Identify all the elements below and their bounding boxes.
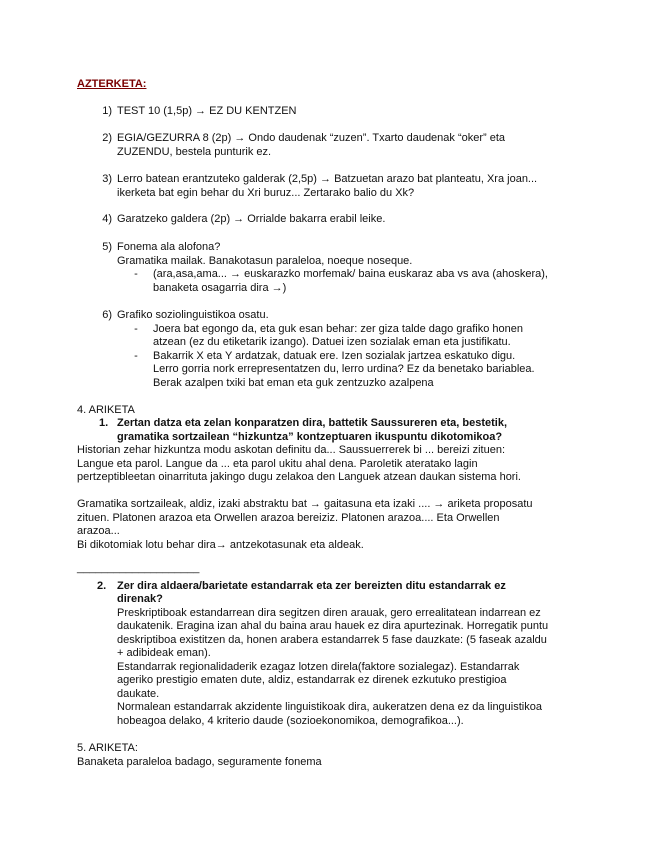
question-2-number: 2. <box>97 580 107 592</box>
answer-1-para-3-line-1: Bi dikotomiak lotu behar dira→ antzekotasunak eta aldeak. <box>77 539 364 551</box>
item-4-line-1: Garatzeko galdera (2p) → Orrialde bakarra erabil leike. <box>117 213 386 225</box>
doc-title: AZTERKETA: <box>77 78 147 90</box>
item-5-sub-1-line-2: banaketa osagarria dira →) <box>153 282 287 294</box>
answer-2-para-1-line-1: Preskriptiboak estandarrean dira segitzen diren arauak, gero errealitatean indarrean ez <box>117 607 541 619</box>
answer-1-para-2-line-1: Gramatika sortzaileak, aldiz, izaki abstraktu bat → gaitasuna eta izaki .... → ariketa proposatu <box>77 498 533 510</box>
item-6-sub-2-line-1: Bakarrik X eta Y ardatzak, datuak ere. Izen sozialak jartzea eskatuko digu. <box>153 350 516 362</box>
question-1-number: 1. <box>99 417 109 429</box>
item-6-sub-2-line-2: Lerro gorria nork errepresentatzen du, lerro urdina? Ez da benetako bariablea. <box>153 363 535 375</box>
item-2-line-2: ZUZENDU, bestela punturik ez. <box>117 146 272 158</box>
item-2-number: 2) <box>102 132 112 144</box>
answer-2-para-1-line-2: daukatenik. Eragina izan ahal du baina arau hauek ez dira apurtezinak. Horregatik puntu <box>117 620 549 632</box>
item-6-sub-2-dash: - <box>134 350 138 362</box>
answer-1-para-1-line-2: Langue eta parol. Langue da ... eta parol ukitu ahal dena. Paroletik ateratako lagin <box>77 458 478 470</box>
ariketa-5-heading: 5. ARIKETA: <box>77 742 138 754</box>
answer-2-para-1-line-4: + adibideak eman). <box>117 647 211 659</box>
question-2-line-1: Zer dira aldaera/barietate estandarrak eta zer bereizten ditu estandarrak ez <box>117 580 506 592</box>
answer-1-para-2-line-3: arazoa... <box>77 525 120 537</box>
item-5-line-2: Gramatika mailak. Banakotasun paraleloa, noeque noseque. <box>117 255 413 267</box>
item-3-line-2: ikerketa bat egin behar du Xri buruz... Zertarako balio du Xk? <box>117 187 415 199</box>
item-4-number: 4) <box>102 213 112 225</box>
answer-1-para-1-line-3: pertzeptibleetan oinarrituta jakingo dugu zelakoa den Languek atzean daukan sistema hori. <box>77 471 521 483</box>
question-2-line-2: direnak? <box>117 593 163 605</box>
item-3-line-1: Lerro batean erantzuteko galderak (2,5p) → Batzuetan arazo bat planteatu, Xra joan... <box>117 173 538 185</box>
item-6-line-1: Grafiko soziolinguistikoa osatu. <box>117 309 269 321</box>
item-3-number: 3) <box>102 173 112 185</box>
item-5-line-1: Fonema ala alofona? <box>117 241 221 253</box>
item-2-line-1: EGIA/GEZURRA 8 (2p) → Ondo daudenak “zuzen”. Txarto daudenak “oker” eta <box>117 132 506 144</box>
answer-2-para-3-line-1: Normalean estandarrak akzidente linguistikoak dira, aukeratzen dena ez da linguistikoa <box>117 701 542 713</box>
item-6-sub-2-line-3: Berak azalpen txiki bat eman eta guk zentzuzko azalpena <box>153 377 434 389</box>
answer-2-para-1-line-3: deskriptiboa existitzen da, honen arabera estandarrek 5 fase dauzkate: (5 faseak azaldu <box>117 634 547 646</box>
separator-line: ____________________ <box>77 562 200 574</box>
item-5-number: 5) <box>102 241 112 253</box>
item-5-sub-1-line-1: (ara,asa,ama... → euskarazko morfemak/ baina euskaraz aba vs ava (ahoskera), <box>153 268 548 280</box>
answer-2-para-2-line-3: daukate. <box>117 688 160 700</box>
item-6-sub-1-line-1: Joera bat egongo da, eta guk esan behar: zer giza talde dago grafiko honen <box>153 323 523 335</box>
item-6-sub-1-line-2: atzean (ez du etiketarik izango). Datuei izen sozialak eman eta justifikatu. <box>153 336 511 348</box>
item-1-number: 1) <box>102 105 112 117</box>
item-1-line-1: TEST 10 (1,5p) → EZ DU KENTZEN <box>117 105 297 117</box>
answer-2-para-2-line-1: Estandarrak regionalidaderik ezagaz lotzen direla(faktore sozialegaz). Estandarrak <box>117 661 520 673</box>
ariketa-5-line-1: Banaketa paraleloa badago, seguramente fonema <box>77 756 322 768</box>
answer-1-para-2-line-2: zituen. Platonen arazoa eta Orwellen arazoa bereiziz. Platonen arazoa.... Eta Orwellen <box>77 512 500 524</box>
item-6-sub-1-dash: - <box>134 323 138 335</box>
question-1-line-1: Zertan datza eta zelan konparatzen dira, battetik Saussureren eta, bestetik, <box>117 417 508 429</box>
answer-1-para-1-line-1: Historian zehar hizkuntza modu askotan definitu da... Saussuerrerek bi ... bereizi zituen: <box>77 444 506 456</box>
ariketa-4-heading: 4. ARIKETA <box>77 404 135 416</box>
item-5-sub-1-dash: - <box>134 268 138 280</box>
answer-2-para-3-line-2: hobeagoa delako, 4 kriterio daude (sozioekonomikoa, demografikoa...). <box>117 715 464 727</box>
answer-2-para-2-line-2: ageriko prestigio ematen dute, aldiz, estandarrak ez direnek ezkutuko prestigioa <box>117 674 507 686</box>
question-1-line-2: gramatika sortzailean “hizkuntza” kontzeptuaren ikuspuntu dikotomikoa? <box>117 431 503 443</box>
item-6-number: 6) <box>102 309 112 321</box>
